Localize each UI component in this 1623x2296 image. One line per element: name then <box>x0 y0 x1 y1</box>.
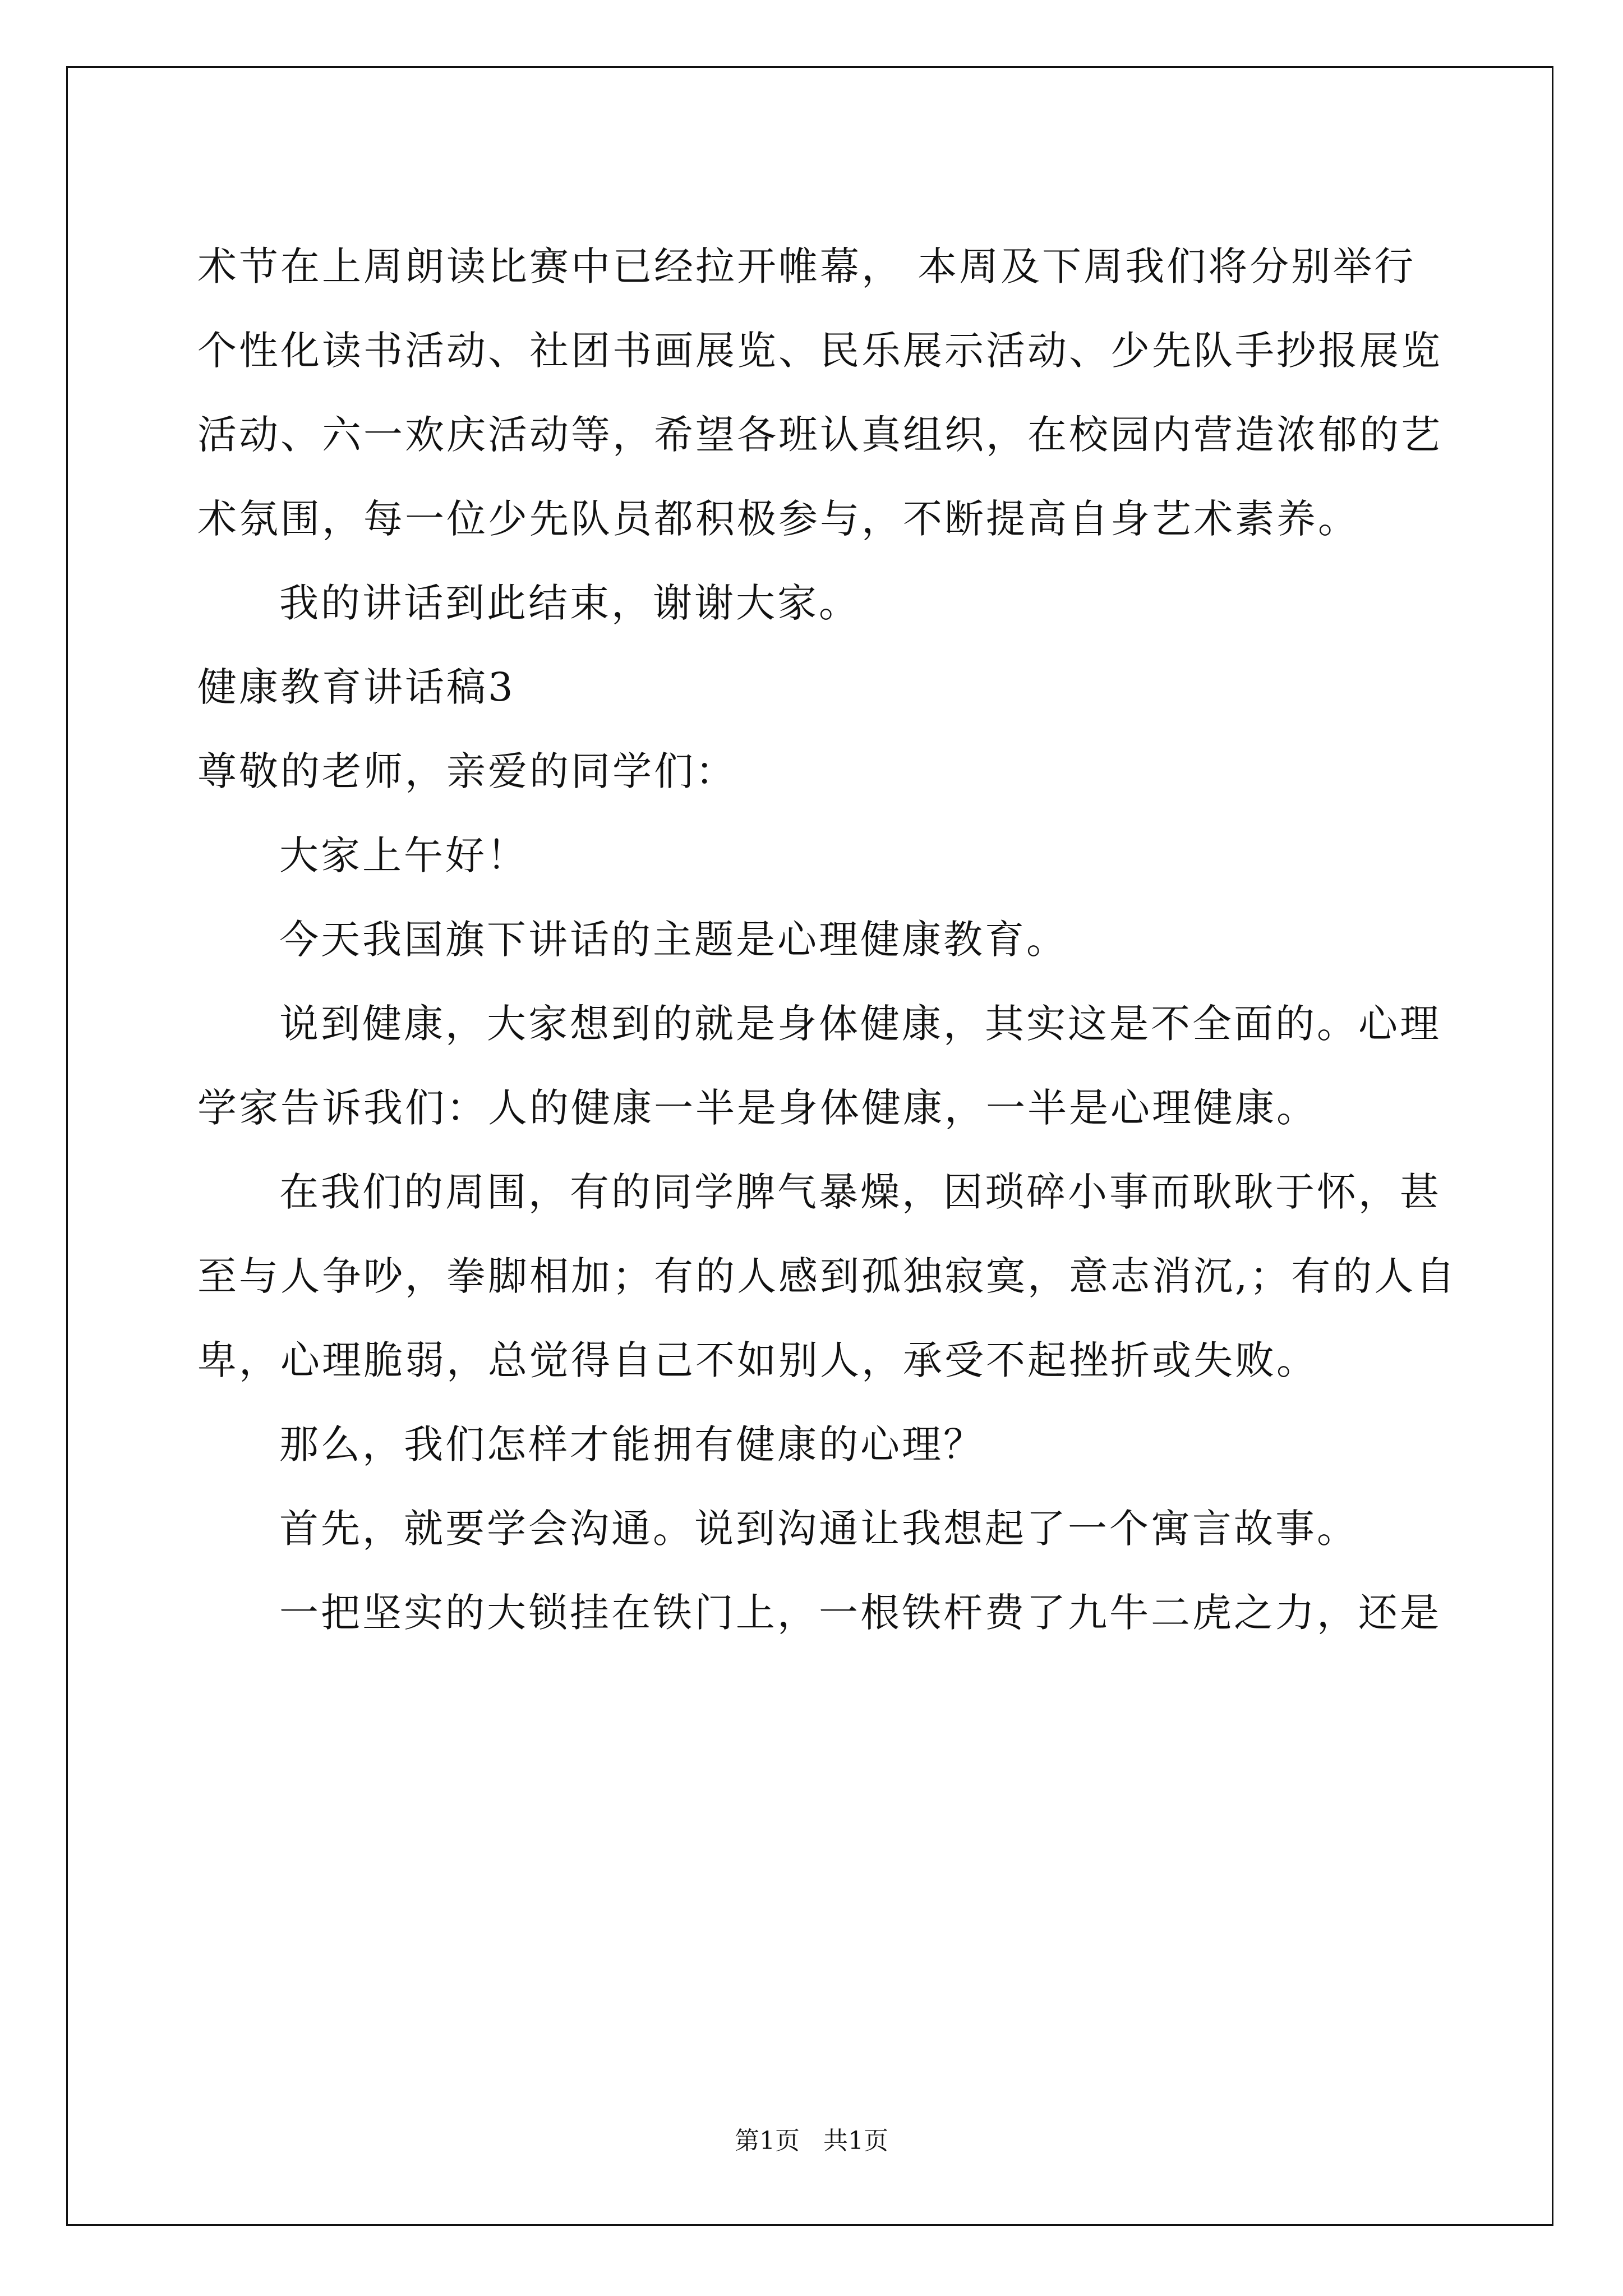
text-line: 学家告诉我们：人的健康一半是身体健康，一半是心理健康。 <box>197 1085 1318 1131</box>
text-line: 术氛围，每一位少先队员都积极参与，不断提高自身艺术素养。 <box>197 496 1359 542</box>
text-line: 活动、六一欢庆活动等，希望各班认真组织，在校园内营造浓郁的艺 <box>197 412 1442 458</box>
text-line: 说到健康，大家想到的就是身体健康，其实这是不全面的。心理 <box>279 1001 1441 1047</box>
text-line: 我的讲话到此结束，谢谢大家。 <box>279 580 860 626</box>
section-title: 健康教育讲话稿3 <box>197 664 515 710</box>
text-line: 至与人争吵，拳脚相加；有的人感到孤独寂寞，意志消沉,；有的人自 <box>197 1253 1458 1299</box>
text-line: 在我们的周围，有的同学脾气暴燥，因琐碎小事而耿耿于怀，甚 <box>279 1169 1441 1215</box>
text-line: 首先，就要学会沟通。说到沟通让我想起了一个寓言故事。 <box>279 1506 1358 1552</box>
greeting: 大家上午好！ <box>279 832 528 878</box>
text-line: 卑，心理脆弱，总觉得自己不如别人，承受不起挫折或失败。 <box>197 1337 1318 1383</box>
text-line: 个性化读书活动、社团书画展览、民乐展示活动、少先队手抄报展览 <box>197 328 1442 374</box>
document-body <box>197 224 1458 1655</box>
text-line: 今天我国旗下讲话的主题是心理健康教育。 <box>279 917 1068 963</box>
page-footer: 第1页 共1页 <box>735 2127 888 2155</box>
text-line: 那么，我们怎样才能拥有健康的心理？ <box>279 1421 985 1467</box>
salutation: 尊敬的老师，亲爱的同学们： <box>197 748 737 794</box>
text-line: 术节在上周朗读比赛中已经拉开帷幕， 本周及下周我们将分别举行 <box>197 243 1416 289</box>
text-line: 一把坚实的大锁挂在铁门上，一根铁杆费了九牛二虎之力，还是 <box>279 1590 1441 1636</box>
